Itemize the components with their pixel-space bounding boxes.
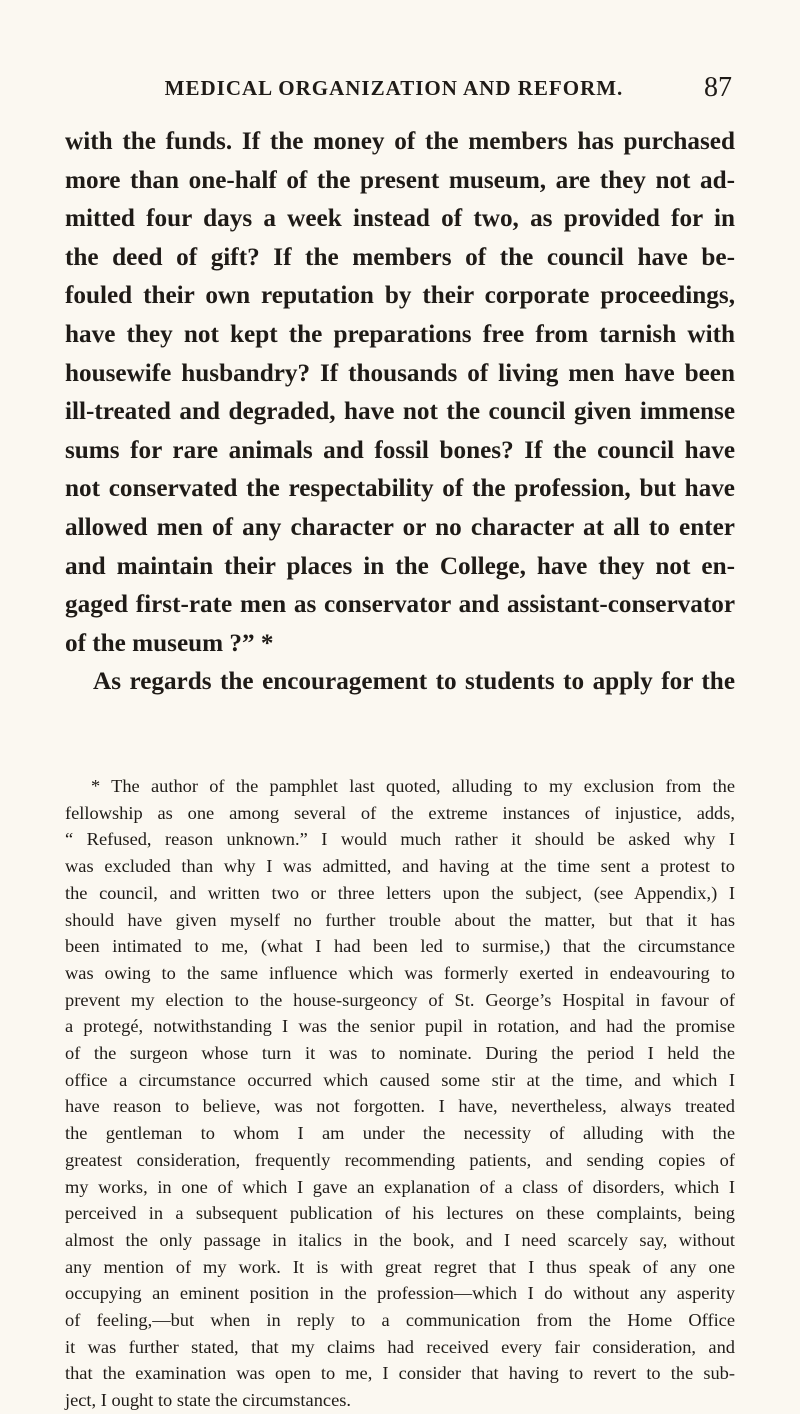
text-line: fouled their own reputation by their corporate proceedings, [65, 282, 735, 310]
text-line: the deed of gift? If the members of the council have be- [65, 243, 735, 271]
running-title: MEDICAL ORGANIZATION AND REFORM. [164, 76, 624, 100]
footnote-line: occupying an eminent position in the profession—which I do without any asperity [65, 1283, 735, 1304]
footnote-line: was excluded than why I was admitted, and having at the time sent a protest to [65, 856, 735, 877]
footnote-line: of the surgeon whose turn it was to nominate. During the period I held the [65, 1043, 735, 1064]
text-line: of the museum ?” * [65, 629, 274, 657]
footnote-line: was owing to the same influence which was formerly exerted in endeavouring to [65, 962, 735, 983]
running-head [120, 72, 732, 108]
footnote-line: greatest consideration, frequently recommending patients, and sending copies of [65, 1149, 735, 1170]
text-line: housewife husbandry? If thousands of living men have been [65, 359, 735, 387]
footnote-line: my works, in one of which I gave an explanation of a class of disorders, which I [65, 1176, 735, 1197]
footnote-line: almost the only passage in italics in the book, and I need scarcely say, without [65, 1229, 735, 1250]
main-text [65, 123, 735, 702]
footnote-line: the council, and written two or three letters upon the subject, (see Appendix,) I [65, 882, 735, 903]
footnote-line: * The author of the pamphlet last quoted, alluding to my exclusion from the [91, 776, 735, 796]
text-line: ill-treated and degraded, have not the council given immense [65, 398, 735, 426]
text-line: with the funds. If the money of the members has purchased [65, 128, 735, 155]
footnote-line: have reason to believe, was not forgotten. I have, nevertheless, always treated [65, 1096, 735, 1117]
text-line: As regards the encouragement to students to apply for the [93, 668, 735, 696]
text-line: allowed men of any character or no character at all to enter [65, 513, 735, 541]
page-number: 87 [704, 72, 732, 103]
footnote-line: any mention of my work. It is with great regret that I thus speak of any one [65, 1256, 735, 1277]
footnote-line: of feeling,—but when in reply to a communication from the Home Office [65, 1310, 735, 1331]
text-line: and maintain their places in the College, have they not en- [65, 552, 735, 580]
text-line: more than one-half of the present museum, are they not ad- [65, 166, 735, 194]
footnote [65, 773, 735, 1414]
footnote-line: been intimated to me, (what I had been led to surmise,) that the circumstance [65, 936, 735, 957]
text-line: not conservated the respectability of the profession, but have [65, 475, 735, 503]
footnote-line: perceived in a subsequent publication of his lectures on these complaints, being [65, 1203, 735, 1224]
footnote-line: office a circumstance occurred which caused some stir at the time, and which I [65, 1069, 735, 1090]
footnote-line: prevent my election to the house-surgeoncy of St. George’s Hospital in favour of [65, 989, 735, 1010]
footnote-line: “ Refused, reason unknown.” I would much rather it should be asked why I [65, 829, 735, 850]
footnote-line: ject, I ought to state the circumstances. [65, 1390, 351, 1411]
footnote-line: that the examination was open to me, I consider that having to revert to the sub- [65, 1363, 735, 1384]
footnote-line: the gentleman to whom I am under the necessity of alluding with the [65, 1123, 735, 1144]
text-line: have they not kept the preparations free from tarnish with [65, 320, 735, 348]
text-line: sums for rare animals and fossil bones? If the council have [65, 436, 735, 464]
text-line: mitted four days a week instead of two, as provided for in [65, 205, 735, 233]
footnote-line: a protegé, notwithstanding I was the senior pupil in rotation, and had the promise [65, 1016, 735, 1037]
footnote-line: fellowship as one among several of the extreme instances of injustice, adds, [65, 802, 735, 823]
text-line: gaged first-rate men as conservator and assistant-conservator [65, 591, 735, 619]
footnote-line: should have given myself no further trouble about the matter, but that it has [65, 909, 735, 930]
footnote-line: it was further stated, that my claims had received every fair consideration, and [65, 1336, 735, 1357]
